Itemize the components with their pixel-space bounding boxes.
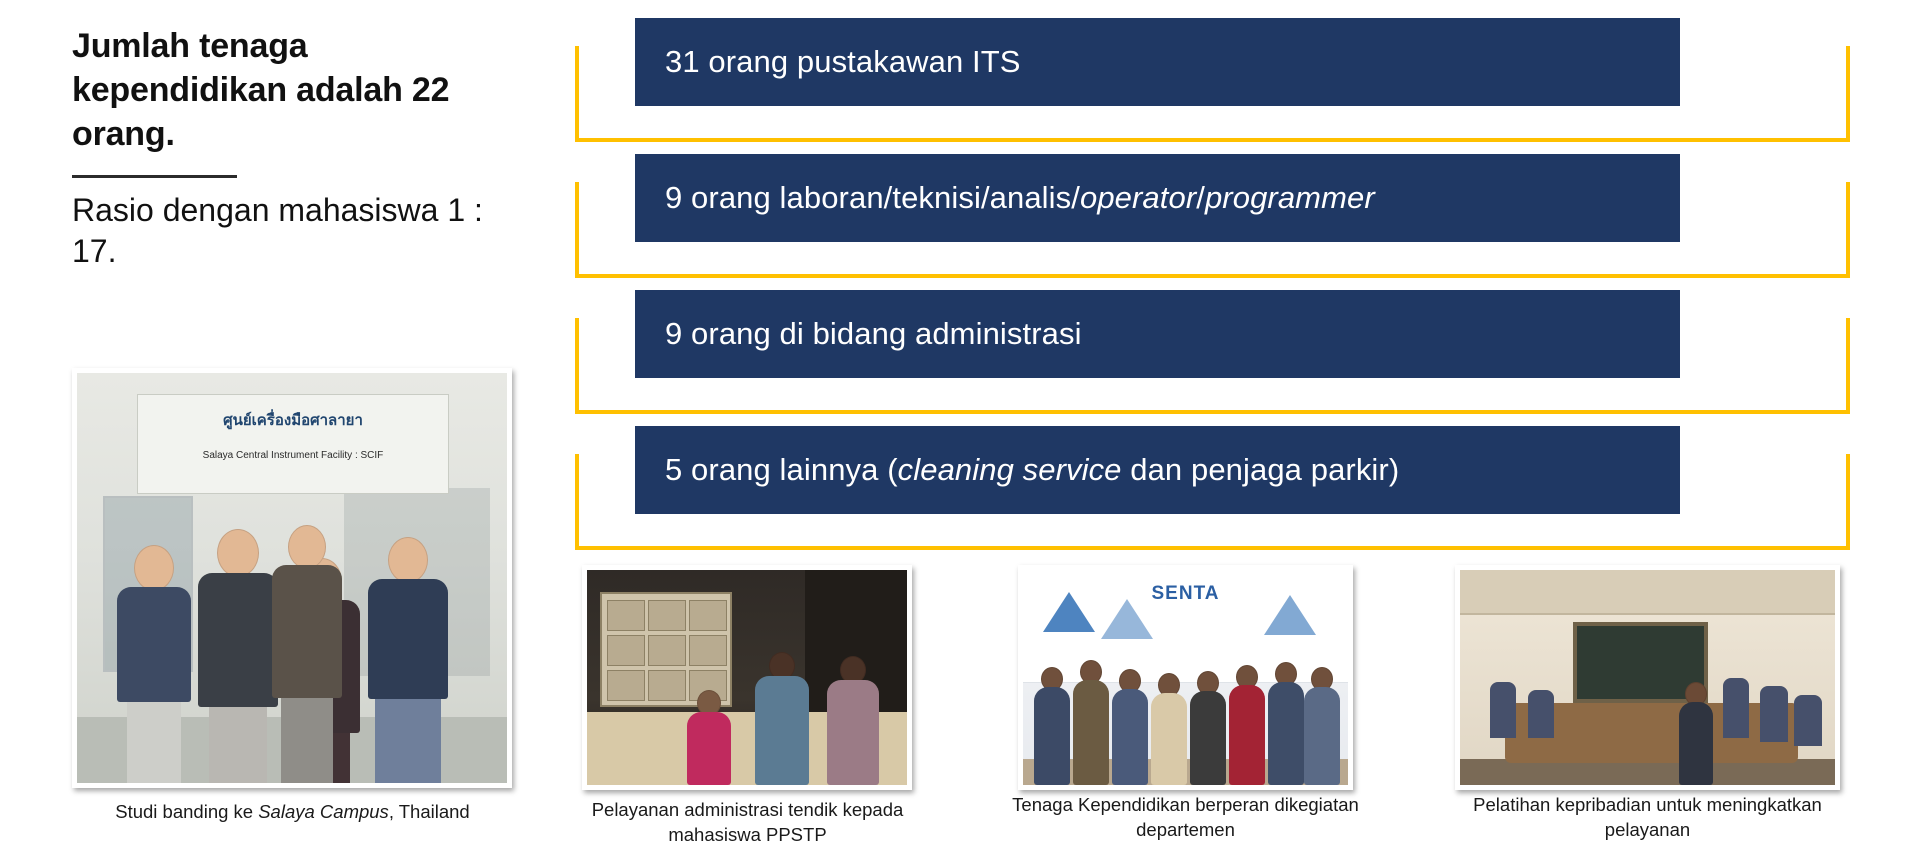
process-row	[575, 10, 1850, 146]
photo-pelatihan-kepribadian-caption: Pelatihan kepribadian untuk meningkatkan pelayanan	[1473, 794, 1822, 840]
photo-tenaga-kependidikan-image	[1023, 570, 1348, 785]
photo-tenaga-kependidikan	[1018, 565, 1353, 790]
person-figure	[1528, 690, 1554, 737]
photo-studi-banding-caption: Studi banding ke Salaya Campus, Thailand	[115, 801, 470, 822]
facility-sign-line2: Salaya Central Instrument Facility : SCIF	[202, 449, 384, 461]
photo-pelayanan-administrasi-caption: Pelayanan administrasi tendik kepada mahasiswa PPSTP	[591, 799, 904, 845]
person-figure	[1760, 686, 1788, 742]
person-figure	[683, 690, 734, 785]
process-row	[575, 282, 1850, 418]
photo-pelatihan-kepribadian-image	[1460, 570, 1835, 785]
presenter-figure	[1670, 682, 1723, 785]
process-box-4-text: 5 orang lainnya (cleaning service dan penjaga parkir)	[665, 452, 1400, 488]
person-figure	[361, 537, 456, 783]
process-box-4[interactable]	[635, 426, 1680, 514]
person-figure	[1228, 665, 1267, 785]
person-figure	[1303, 667, 1342, 785]
person-figure	[753, 652, 811, 785]
process-box-2-text: 9 orang laboran/teknisi/analis/operator/programmer	[665, 180, 1375, 216]
photo-studi-banding-image	[77, 373, 507, 783]
process-row	[575, 418, 1850, 554]
process-list	[575, 10, 1850, 555]
process-box-1[interactable]	[635, 18, 1680, 106]
backdrop-title: SENTA	[1151, 583, 1220, 605]
facility-sign-line1: ศูนย์เครื่องมือศาลายา	[223, 412, 363, 430]
left-text-column	[72, 24, 522, 273]
page-title: Jumlah tenaga kependidikan adalah 22 orang.	[72, 27, 450, 154]
divider	[72, 175, 237, 178]
photo-pelayanan-administrasi	[582, 565, 912, 790]
person-figure	[1723, 678, 1749, 738]
facility-sign	[137, 394, 449, 494]
person-figure	[1072, 660, 1111, 785]
process-box-3-text: 9 orang di bidang administrasi	[665, 316, 1082, 352]
person-figure	[824, 656, 882, 785]
photo-pelayanan-administrasi-image	[587, 570, 907, 785]
photo-studi-banding	[72, 368, 512, 788]
person-figure	[266, 525, 348, 783]
person-figure	[1189, 671, 1228, 785]
subtitle-ratio: Rasio dengan mahasiswa 1 : 17.	[72, 191, 483, 270]
person-figure	[1267, 662, 1306, 785]
person-figure	[1150, 673, 1189, 785]
person-figure	[111, 545, 197, 783]
process-box-1-text: 31 orang pustakawan ITS	[665, 44, 1021, 80]
person-figure	[1794, 695, 1822, 747]
process-row	[575, 146, 1850, 282]
process-box-2[interactable]	[635, 154, 1680, 242]
process-box-3[interactable]	[635, 290, 1680, 378]
person-figure	[1490, 682, 1516, 738]
person-figure	[1111, 669, 1150, 785]
photo-pelatihan-kepribadian	[1455, 565, 1840, 790]
photo-tenaga-kependidikan-caption: Tenaga Kependidikan berperan dikegiatan departemen	[1012, 794, 1359, 840]
person-figure	[1033, 667, 1072, 785]
